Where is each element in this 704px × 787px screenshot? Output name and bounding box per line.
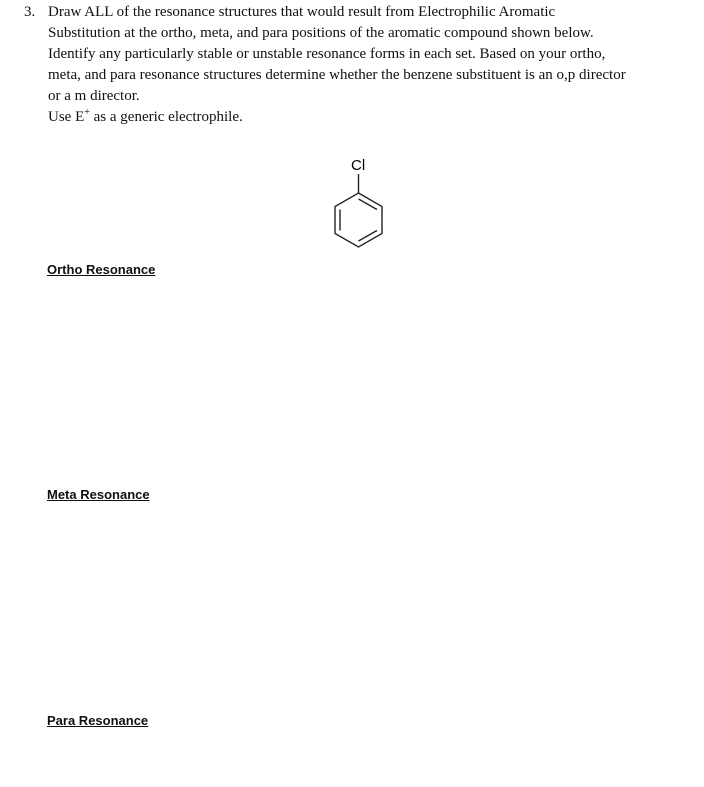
question-text-line-2: Substitution at the ortho, meta, and para positions of the aromatic compound shown below. xyxy=(48,25,594,41)
chlorobenzene-structure xyxy=(320,150,400,260)
question-text-line-5: or a m director. xyxy=(48,88,140,104)
question-number: 3. xyxy=(24,4,36,20)
electrophile-charge: + xyxy=(84,107,90,118)
benzene-ring xyxy=(335,193,382,247)
chlorine-label: Cl xyxy=(351,157,366,174)
question-text-line-3: Identify any particularly stable or unstable resonance forms in each set. Based on your ortho, xyxy=(48,46,606,62)
question-text-line-4: meta, and para resonance structures determine whether the benzene substituent is an o,p director xyxy=(48,67,626,83)
meta-resonance-heading: Meta Resonance xyxy=(47,487,150,502)
ring-double-bond-2 xyxy=(359,231,378,242)
electrophile-prefix: Use E xyxy=(48,109,85,125)
electrophile-instruction xyxy=(48,107,243,128)
para-resonance-heading: Para Resonance xyxy=(47,713,149,728)
ring-double-bond-1 xyxy=(359,199,378,210)
ortho-resonance-heading: Ortho Resonance xyxy=(47,262,156,277)
electrophile-suffix: as a generic electrophile. xyxy=(89,109,243,125)
question-text-line-1: Draw ALL of the resonance structures that would result from Electrophilic Aromatic xyxy=(48,4,556,20)
